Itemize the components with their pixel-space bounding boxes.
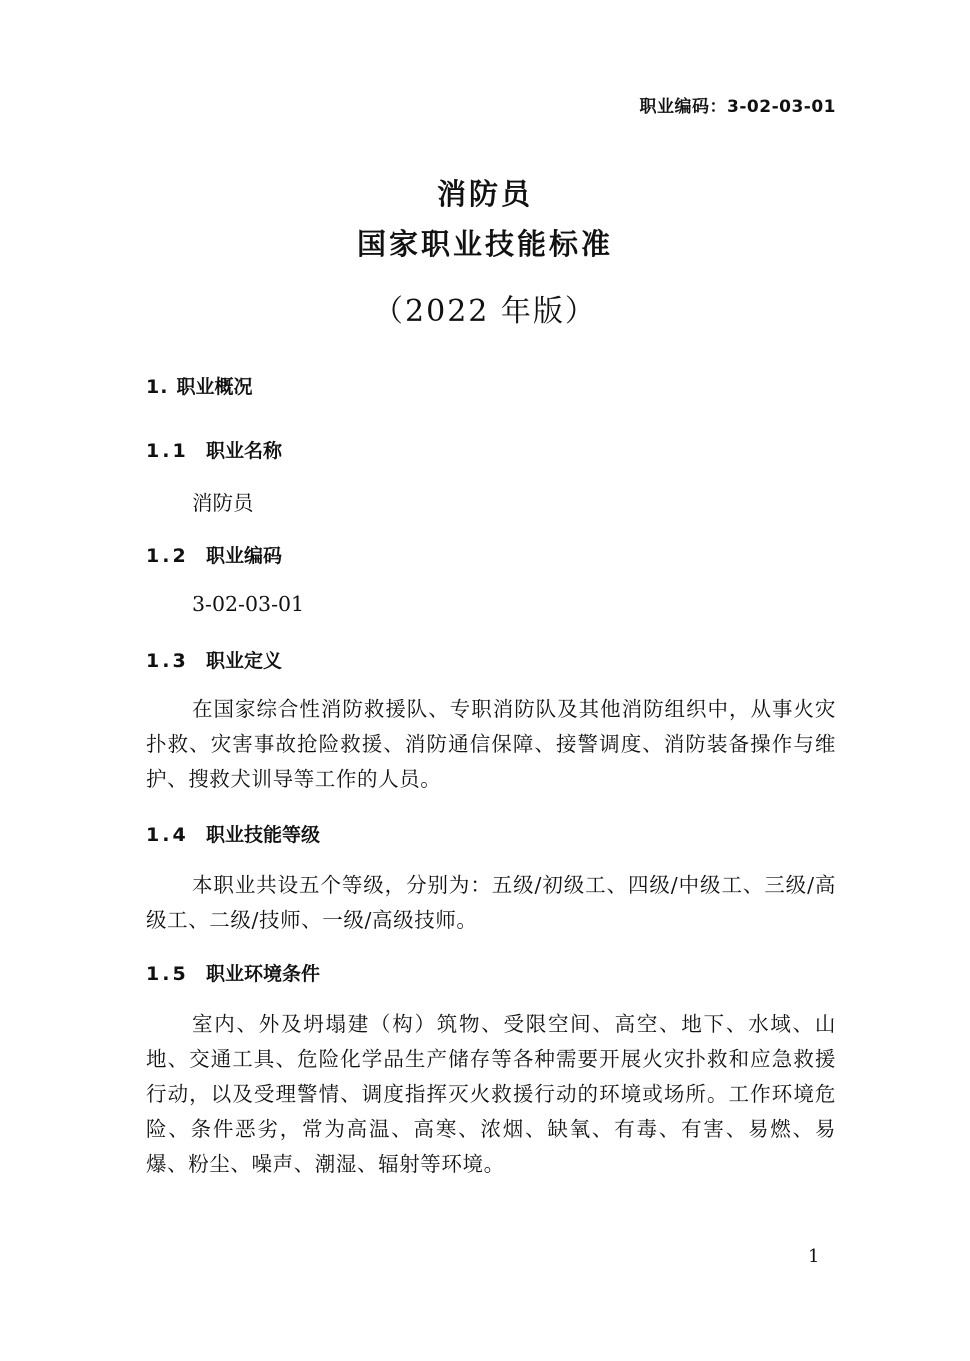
title-edition: （2022 年版） — [373, 294, 597, 329]
occupation-name-text: 消防员 — [192, 491, 254, 515]
occupation-code-header: 职业编码：3-02-03-01 — [639, 97, 836, 117]
section-number: 1.1 — [146, 440, 189, 462]
page-number: 1 — [808, 1246, 820, 1267]
section-title: 职业定义 — [206, 650, 283, 672]
section-title: 职业技能等级 — [206, 824, 321, 846]
section-number: 1.5 — [146, 963, 189, 985]
section-heading-1-3 — [146, 646, 282, 673]
skill-levels-paragraph: 本职业共设五个等级，分别为：五级/初级工、四级/中级工、三级/高级工、二级/技师、一级/高级技师。 — [146, 873, 836, 932]
occupation-code-text: 3-02-03-01 — [192, 592, 305, 616]
occupation-definition-paragraph: 在国家综合性消防救援队、专职消防队及其他消防组织中，从事火灾扑救、灾害事故抢险救援、消防通信保障、接警调度、消防装备操作与维护、搜救犬训导等工作的人员。 — [146, 697, 836, 791]
section-number: 1.2 — [146, 545, 189, 567]
section-title: 职业名称 — [206, 440, 283, 462]
section-number: 1.3 — [146, 650, 189, 672]
section-heading-1-1 — [146, 436, 282, 463]
work-environment-paragraph: 室内、外及坍塌建（构）筑物、受限空间、高空、地下、水域、山地、交通工具、危险化学品生产储存等各种需要开展火灾扑救和应急救援行动，以及受理警情、调度指挥灭火救援行动的环境或场所。工作环境危险、条件恶劣，常为高温、高寒、浓烟、缺氧、有毒、有害、易燃、易爆、粉尘、噪声、潮湿、辐射等环境。 — [146, 1012, 836, 1176]
section-title: 职业环境条件 — [206, 963, 321, 985]
section-title: 职业概况 — [176, 376, 253, 398]
section-heading-1 — [146, 372, 252, 399]
title-standard: 国家职业技能标准 — [356, 227, 613, 261]
section-title: 职业编码 — [206, 545, 283, 567]
section-heading-1-5 — [146, 959, 320, 986]
title-occupation: 消防员 — [436, 177, 533, 211]
section-heading-1-2 — [146, 541, 282, 568]
section-heading-1-4 — [146, 820, 320, 847]
section-number: 1. — [146, 376, 169, 398]
section-number: 1.4 — [146, 824, 189, 846]
